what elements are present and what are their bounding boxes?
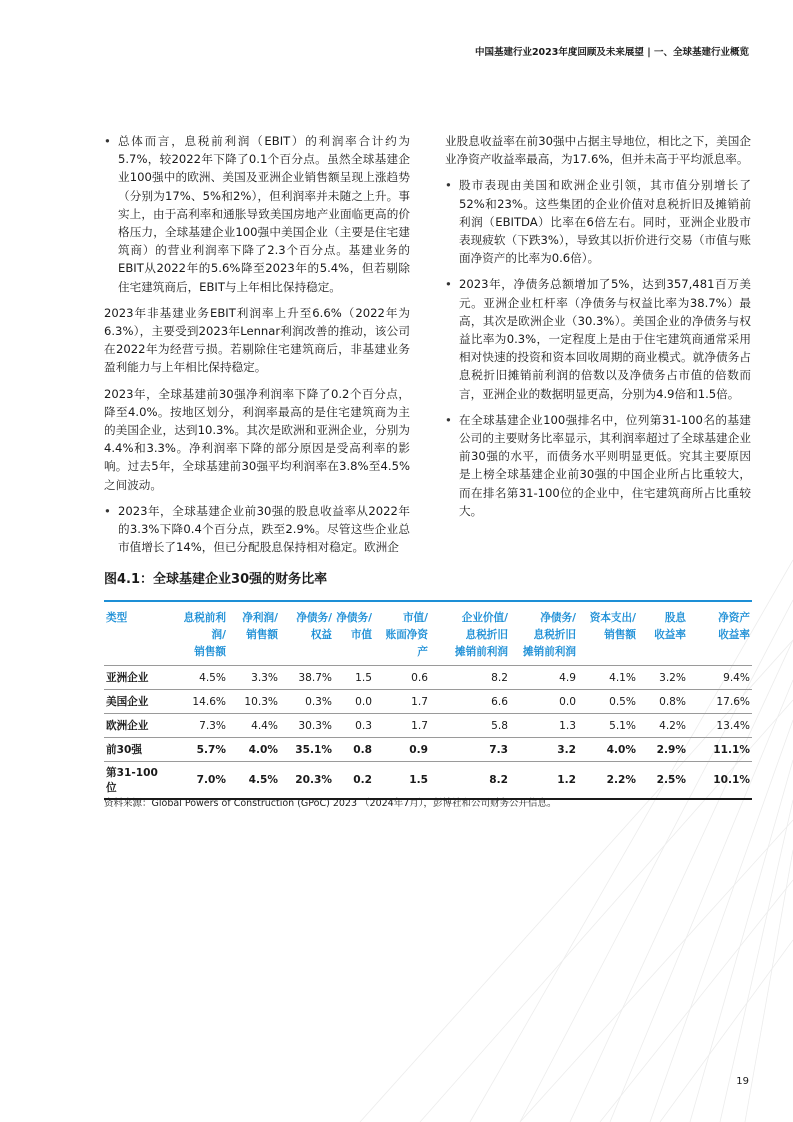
table-cell: 4.9	[510, 666, 578, 690]
table-cell: 1.5	[374, 762, 430, 800]
table-cell: 13.4%	[688, 714, 752, 738]
table-row	[104, 666, 752, 690]
table-cell: 0.2	[334, 762, 374, 800]
bullet-ebit-margin: • 总体而言，息税前利润（EBIT）的利润率合计约为5.7%，较2022年下降了0.1个百分点。虽然全球基建企业100强中的欧洲、美国及亚洲企业销售额呈现上涨趋势（分别为17%、5%和2%），但利润率并未随之上升。事实上，由于高利率和通胀导致美国房地产业面临更高的价格压力，全球基建企业100强中美国企业（主要是住宅建筑商）的营业利润率下降了2.3个百分点。基建业务的EBIT从2022年的5.6%降至2023年的5.4%，但若剔除住宅建筑商后，EBIT与上年相比保持稳定。	[104, 132, 410, 296]
table-cell: 0.0	[334, 690, 374, 714]
figure-title	[104, 568, 327, 587]
table-row-type: 欧洲企业	[104, 714, 168, 738]
header-separator: |	[643, 47, 654, 58]
paragraph-net-profit-margin: 2023年，全球基建前30强净利润率下降了0.2个百分点，降至4.0%。按地区划分，利润率最高的是住宅建筑商为主的美国企业，达到10.3%。其次是欧洲和亚洲企业，分别为4.4%和3.3%。净利润率下降的部分原因是受高利率的影响。过去5年，全球基建前30强平均利润率在3.8%至4.5%之间波动。	[104, 386, 410, 492]
table-cell: 9.4%	[688, 666, 752, 690]
table-cell: 2.2%	[578, 762, 638, 800]
table-header-line: 摊销前利润	[523, 646, 576, 658]
table-row-type: 前30强	[104, 738, 168, 762]
table-cell: 8.2	[430, 666, 510, 690]
table-cell: 10.3%	[228, 690, 280, 714]
table-header-line: 息税折旧	[533, 629, 576, 641]
table-header-line: 收益率	[654, 629, 686, 641]
table-header-cell	[228, 601, 280, 666]
table-row-type: 第31-100位	[104, 762, 168, 800]
table-cell: 7.0%	[168, 762, 228, 800]
table-header-cell	[280, 601, 334, 666]
table-header-cell	[430, 601, 510, 666]
table-row	[104, 690, 752, 714]
table-cell: 5.8	[430, 714, 510, 738]
table-cell: 5.7%	[168, 738, 228, 762]
bullet-rank-31-100: • 在全球基建企业100强排名中，位列第31-100名的基建公司的主要财务比率显示，其利润率超过了全球基建企业前30强的水平，而债务水平则明显更低。究其主要原因是上榜全球基建企业前30强的中国企业所占比重较大，而在排名第31-100位的企业中，住宅建筑商所占比重较大。	[445, 411, 751, 520]
table-header-line: 摊销前利润	[455, 646, 508, 658]
table-row	[104, 738, 752, 762]
table-row-type: 美国企业	[104, 690, 168, 714]
table-cell: 0.3%	[280, 690, 334, 714]
financial-ratios-table	[104, 600, 752, 800]
table-cell: 1.3	[510, 714, 578, 738]
table-cell: 4.2%	[638, 714, 688, 738]
table-header-line: 息税前利润/	[183, 612, 226, 641]
table-cell: 0.5%	[578, 690, 638, 714]
table-cell: 0.6	[374, 666, 430, 690]
table-cell: 8.2	[430, 762, 510, 800]
bullet-net-debt: • 2023年，净债务总额增加了5%，达到357,481百万美元。亚洲企业杠杆率（净债务与权益比率为38.7%）最高，其次是欧洲企业（30.3%）。美国企业的净债务与权益比率为0.3%，一定程度上是由于住宅建筑商通常采用相对快速的投资和资本回收周期的商业模式。就净债务占息税折旧摊销前利润的倍数以及净债务占市值的倍数而言，亚洲企业的数据明显更高，分别为4.9倍和1.5倍。	[445, 275, 751, 402]
bullet-stock-performance: • 股市表现由美国和欧洲企业引领，其市值分别增长了52%和23%。这些集团的企业价值对息税折旧及摊销前利润（EBITDA）比率在6倍左右。同时，亚洲企业股市表现疲软（下跌3%），导致其以折价进行交易（市值与账面净资产的比率为0.6倍）。	[445, 176, 751, 267]
table-cell: 35.1%	[280, 738, 334, 762]
running-header	[475, 44, 749, 58]
table-header-cell	[638, 601, 688, 666]
paragraph-non-infrastructure-ebit: 2023年非基建业务EBIT利润率上升至6.6%（2022年为6.3%），主要受到2023年Lennar利润改善的推动，该公司在2022年为经营亏损。若剔除住宅建筑商后，非基建业务盈利能力与上年相比保持稳定。	[104, 305, 410, 375]
table-header-line: 净利润/	[242, 612, 278, 624]
table-body	[104, 666, 752, 800]
table-header-cell	[578, 601, 638, 666]
table-cell: 3.2%	[638, 666, 688, 690]
table-header-row	[104, 601, 752, 666]
table-cell: 1.2	[510, 762, 578, 800]
table-cell: 0.8%	[638, 690, 688, 714]
table-header-cell	[334, 601, 374, 666]
table-header-cell	[104, 601, 168, 666]
table-row	[104, 762, 752, 800]
table-cell: 3.3%	[228, 666, 280, 690]
table-cell: 38.7%	[280, 666, 334, 690]
table-header-line: 市值/	[402, 612, 428, 624]
table-header-cell	[510, 601, 578, 666]
table-cell: 30.3%	[280, 714, 334, 738]
table-cell: 0.0	[510, 690, 578, 714]
table-header-cell	[688, 601, 752, 666]
table-header-line: 销售额	[246, 629, 278, 641]
table-cell: 1.7	[374, 690, 430, 714]
table-header-line: 资本支出/	[589, 612, 636, 624]
table-cell: 4.4%	[228, 714, 280, 738]
table-cell: 1.5	[334, 666, 374, 690]
table-cell: 0.3	[334, 714, 374, 738]
table-cell: 11.1%	[688, 738, 752, 762]
table-cell: 7.3	[430, 738, 510, 762]
header-section-title: 一、全球基建行业概览	[653, 47, 749, 58]
table-cell: 0.9	[374, 738, 430, 762]
figure-label: 图4.1：	[104, 572, 154, 587]
left-text-column	[104, 132, 410, 564]
table-cell: 4.5%	[228, 762, 280, 800]
table-cell: 3.2	[510, 738, 578, 762]
table-header-line: 账面净资产	[385, 629, 428, 658]
table-header-line: 销售额	[604, 629, 636, 641]
table-header-line: 销售额	[194, 646, 226, 658]
table-header-line: 企业价值/	[461, 612, 508, 624]
table-cell: 2.5%	[638, 762, 688, 800]
page-number: 19	[736, 1076, 749, 1087]
figure-title-text: 全球基建企业30强的财务比率	[153, 572, 328, 587]
table-header-line: 股息	[664, 612, 686, 624]
table-cell: 4.1%	[578, 666, 638, 690]
table-cell: 6.6	[430, 690, 510, 714]
table-header-cell	[168, 601, 228, 666]
table-header-line: 息税折旧	[465, 629, 508, 641]
table-row-type: 亚洲企业	[104, 666, 168, 690]
table-header-line: 净债务/	[540, 612, 576, 624]
table-cell: 5.1%	[578, 714, 638, 738]
table-cell: 1.7	[374, 714, 430, 738]
table-header-line: 净债务/	[336, 612, 372, 624]
table-cell: 4.0%	[228, 738, 280, 762]
table-header-cell	[374, 601, 430, 666]
table-header-line: 市值	[350, 629, 372, 641]
table-header-line: 净债务/	[296, 612, 332, 624]
right-text-column	[445, 132, 751, 528]
table-header-line: 权益	[310, 629, 332, 641]
table-cell: 4.0%	[578, 738, 638, 762]
table-cell: 14.6%	[168, 690, 228, 714]
table-header-line: 类型	[106, 612, 128, 624]
figure-source-note: 资料来源：Global Powers of Construction (GPoC) 2023 （2024年7月），彭博社和公司财务公开信息。	[104, 798, 557, 809]
table-cell: 17.6%	[688, 690, 752, 714]
table-cell: 20.3%	[280, 762, 334, 800]
table-cell: 2.9%	[638, 738, 688, 762]
bullet-dividend-yield: • 2023年，全球基建企业前30强的股息收益率从2022年的3.3%下降0.4个百分点，跌至2.9%。尽管这些企业总市值增长了14%，但已分配股息保持相对稳定。欧洲企	[104, 502, 410, 557]
table-row	[104, 714, 752, 738]
table-cell: 7.3%	[168, 714, 228, 738]
table-cell: 0.8	[334, 738, 374, 762]
table-header-line: 净资产	[718, 612, 750, 624]
header-report-title: 中国基建行业2023年度回顾及未来展望	[474, 47, 644, 58]
table-header-line: 收益率	[718, 629, 750, 641]
table-cell: 10.1%	[688, 762, 752, 800]
paragraph-dividend-continued: 业股息收益率在前30强中占据主导地位，相比之下，美国企业净资产收益率最高，为17.6%，但并未高于平均派息率。	[445, 134, 751, 167]
table-cell: 4.5%	[168, 666, 228, 690]
